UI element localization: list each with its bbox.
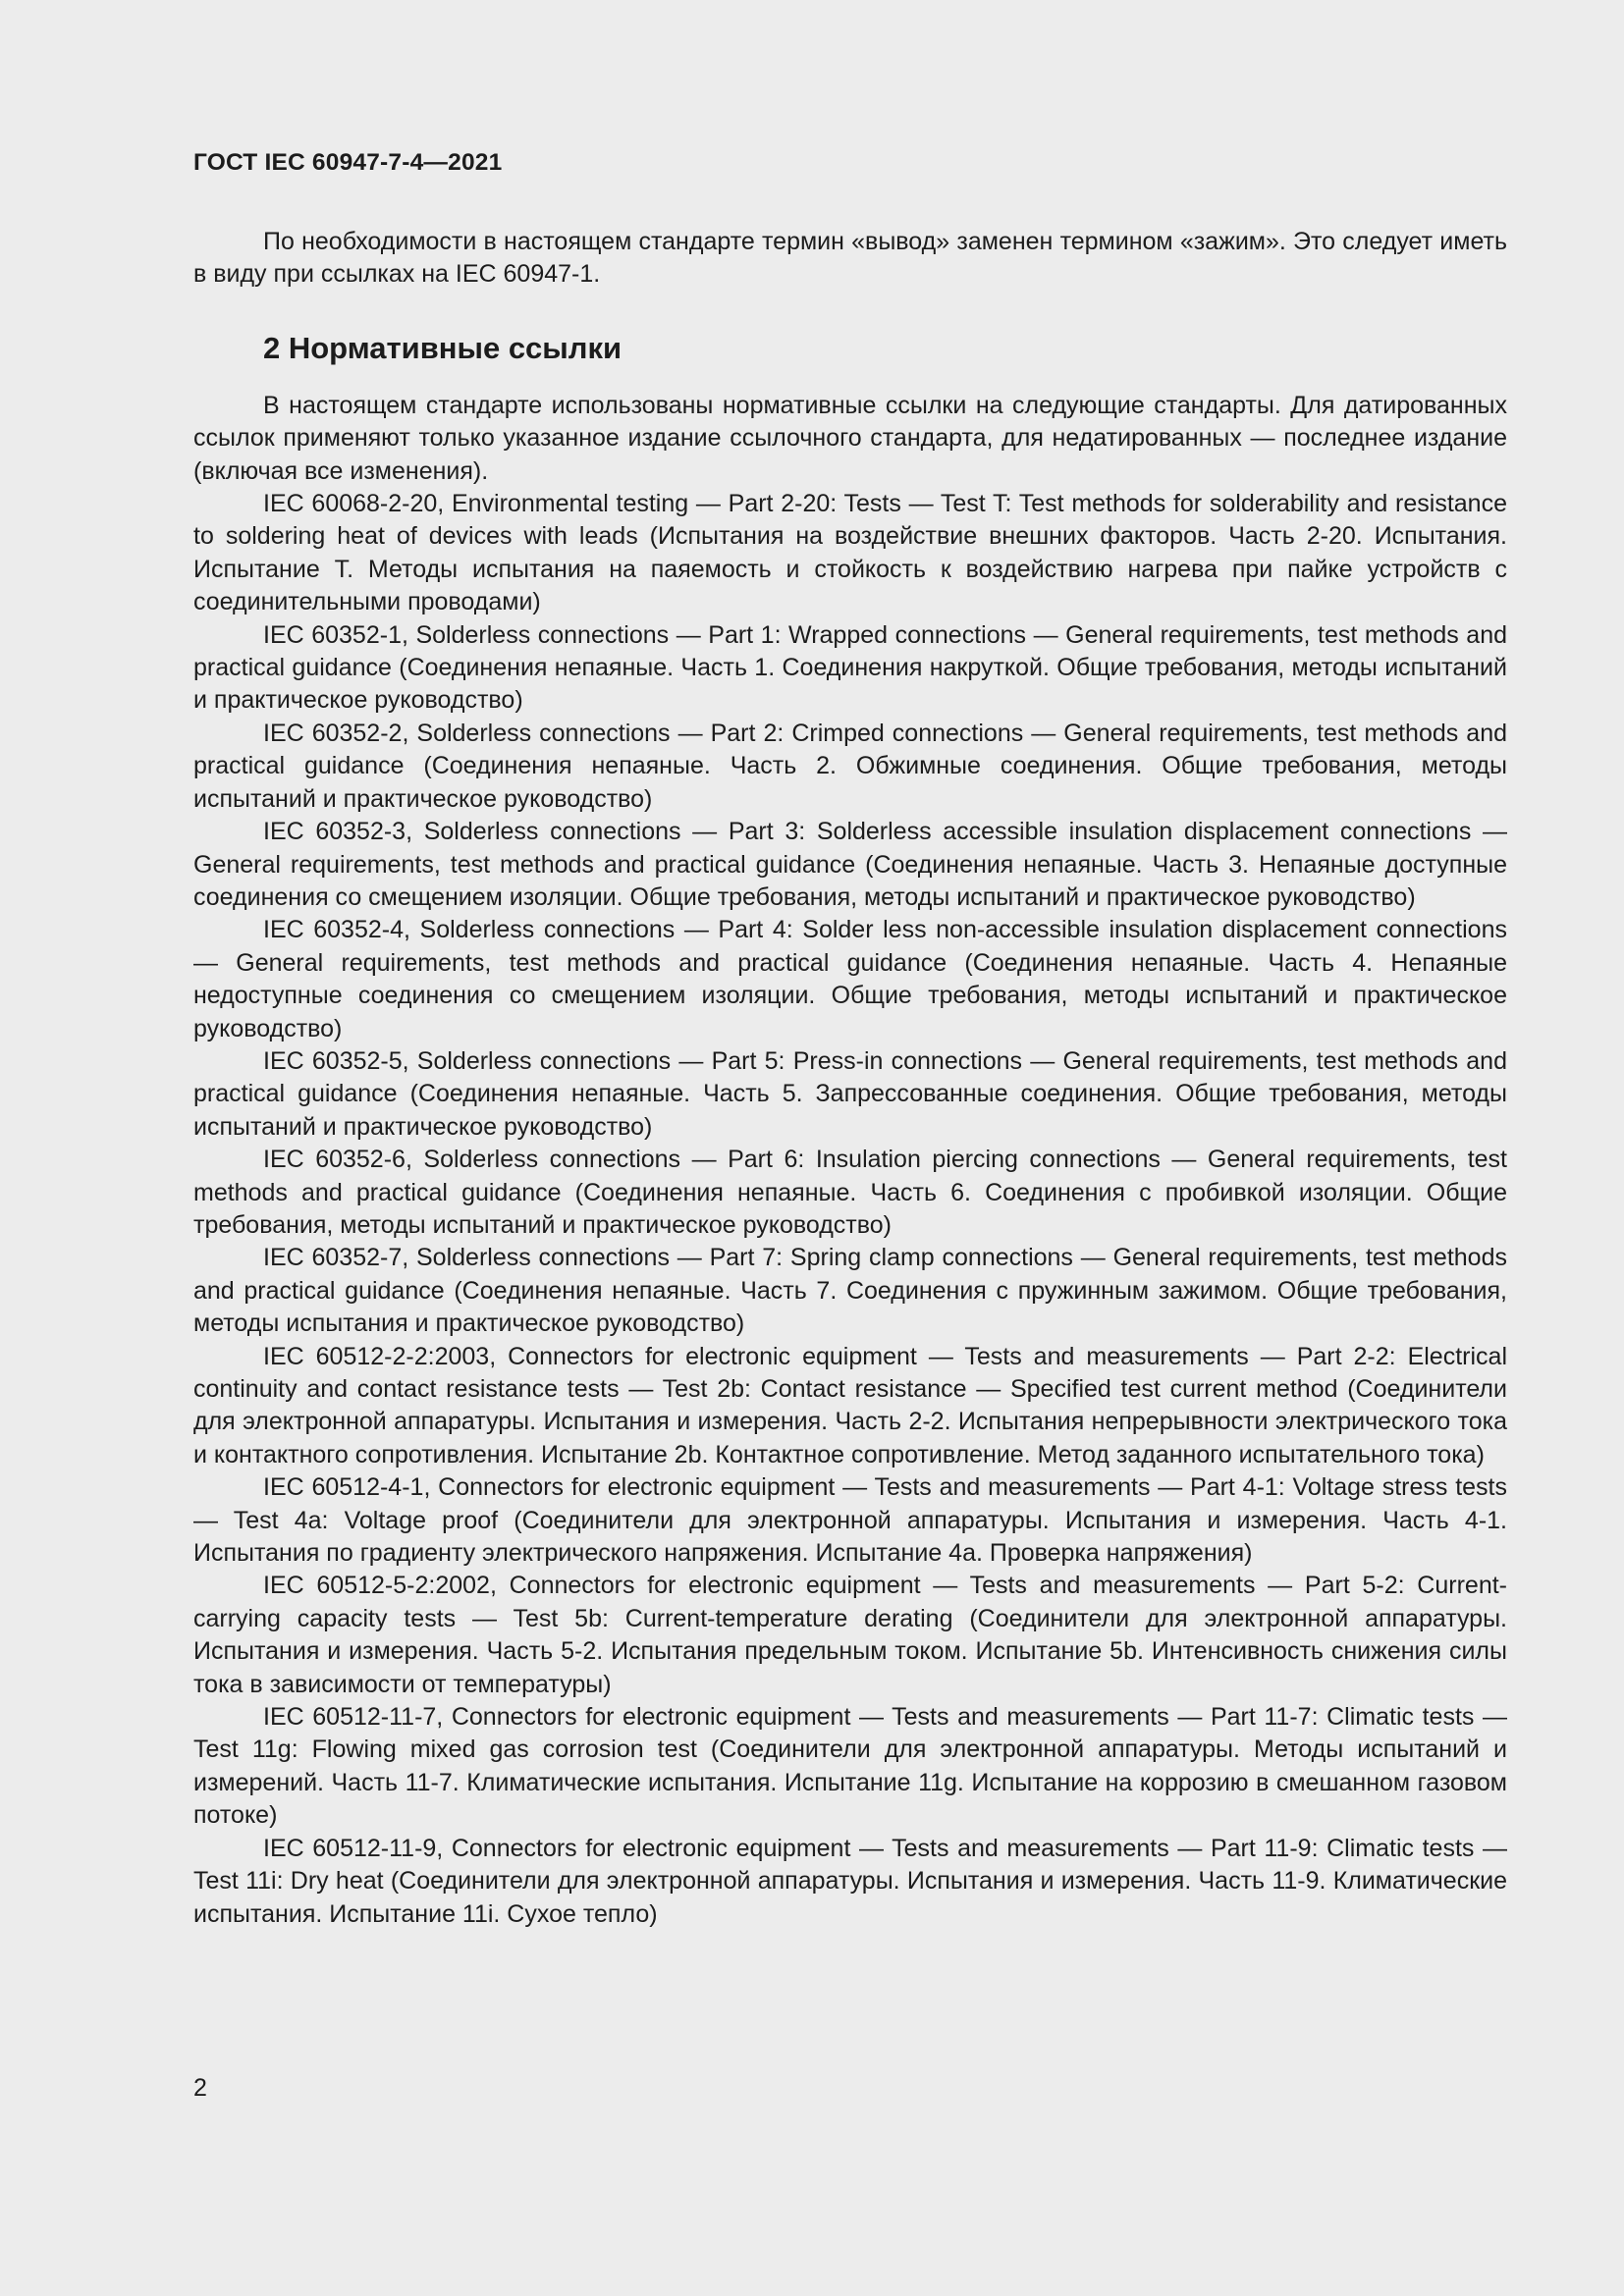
reference-item: IEC 60352-2, Solderless connections — Part 2: Crimped connections — General requirements, test methods and practical guidance (Соединения непаяные. Часть 2. Обжимные соединения. Общие требования, методы испытаний и практическое руководство) xyxy=(193,719,1507,813)
section-intro: В настоящем стандарте использованы нормативные ссылки на следующие стандарты. Для датированных ссылок применяют только указанное издание ссылочного стандарта, для недатированных — последнее издание (включая все изменения). xyxy=(193,391,1507,485)
intro-paragraph: По необходимости в настоящем стандарте термин «вывод» заменен термином «зажим». Это следует иметь в виду при ссылках на IEC 60947-1. xyxy=(193,228,1507,289)
reference-item: IEC 60512-4-1, Connectors for electronic equipment — Tests and measurements — Part 4-1: Voltage stress tests — Test 4a: Voltage proof (Соединители для электронной аппаратуры. Испытания и измерения. Часть 4-1. Испытания по градиенту электрического напряжения. Испытание 4a. Проверка напряжения) xyxy=(193,1473,1507,1568)
page-number: 2 xyxy=(193,2074,207,2102)
reference-item: IEC 60352-4, Solderless connections — Part 4: Solder less non-accessible insulation displacement connections — General requirements, test methods and practical guidance (Соединения непаяные. Часть 4. Непаяные недоступные соединения со смещением изоляции. Общие требования, методы испытаний и практическое руководство) xyxy=(193,916,1507,1042)
reference-item: IEC 60512-5-2:2002, Connectors for electronic equipment — Tests and measurements — Part 5-2: Current-carrying capacity tests — Test 5b: Current-temperature derating (Соединители для электронной аппаратуры. Испытания и измерения. Часть 5-2. Испытания предельным током. Испытание 5b. Интенсивность снижения силы тока в зависимости от температуры) xyxy=(193,1572,1507,1698)
document-header: ГОСТ IEC 60947-7-4—2021 xyxy=(193,149,503,176)
reference-item: IEC 60352-7, Solderless connections — Part 7: Spring clamp connections — General requirements, test methods and practical guidance (Соединения непаяные. Часть 7. Соединения с пружинным зажимом. Общие требования, методы испытания и практическое руководство) xyxy=(193,1244,1507,1338)
section-title: 2 Нормативные ссылки xyxy=(263,330,623,365)
page-body xyxy=(193,226,1507,1931)
reference-item: IEC 60512-2-2:2003, Connectors for electronic equipment — Tests and measurements — Part 2-2: Electrical continuity and contact resistance tests — Test 2b: Contact resistance — Specified test current method (Соединители для электронной аппаратуры. Испытания и измерения. Часть 2-2. Испытания непрерывности электрического тока и контактного сопротивления. Испытание 2b. Контактное сопротивление. Метод заданного испытательного тока) xyxy=(193,1342,1507,1468)
reference-item: IEC 60512-11-7, Connectors for electronic equipment — Tests and measurements — Part 11-7: Climatic tests — Test 11g: Flowing mixed gas corrosion test (Соединители для электронной аппаратуры. Методы испытаний и измерений. Часть 11-7. Климатические испытания. Испытание 11g. Испытание на коррозию в смешанном газовом потоке) xyxy=(193,1703,1507,1830)
reference-item: IEC 60352-3, Solderless connections — Part 3: Solderless accessible insulation displacement connections — General requirements, test methods and practical guidance (Соединения непаяные. Часть 3. Непаяные доступные соединения со смещением изоляции. Общие требования, методы испытаний и практическое руководство) xyxy=(193,818,1507,911)
reference-item: IEC 60352-1, Solderless connections — Part 1: Wrapped connections — General requirements, test methods and practical guidance (Соединения непаяные. Часть 1. Соединения накруткой. Общие требования, методы испытаний и практическое руководство) xyxy=(193,620,1507,715)
reference-item: IEC 60068-2-20, Environmental testing — Part 2-20: Tests — Test T: Test methods for solderability and resistance to soldering heat of devices with leads (Испытания на воздействие внешних факторов. Часть 2-20. Испытания. Испытание T. Методы испытания на паяемость и стойкость к воздействию нагрева при пайке устройств с соединительными проводами) xyxy=(193,490,1507,616)
reference-item: IEC 60512-11-9, Connectors for electronic equipment — Tests and measurements — Part 11-9: Climatic tests — Test 11i: Dry heat (Соединители для электронной аппаратуры. Испытания и измерения. Часть 11-9. Климатические испытания. Испытание 11i. Сухое тепло) xyxy=(193,1834,1507,1928)
reference-item: IEC 60352-5, Solderless connections — Part 5: Press-in connections — General requirements, test methods and practical guidance (Соединения непаяные. Часть 5. Запрессованные соединения. Общие требования, методы испытаний и практическое руководство) xyxy=(193,1046,1507,1141)
reference-item: IEC 60352-6, Solderless connections — Part 6: Insulation piercing connections — General requirements, test methods and practical guidance (Соединения непаяные. Часть 6. Соединения с пробивкой изоляции. Общие требования, методы испытаний и практическое руководство) xyxy=(193,1146,1507,1239)
